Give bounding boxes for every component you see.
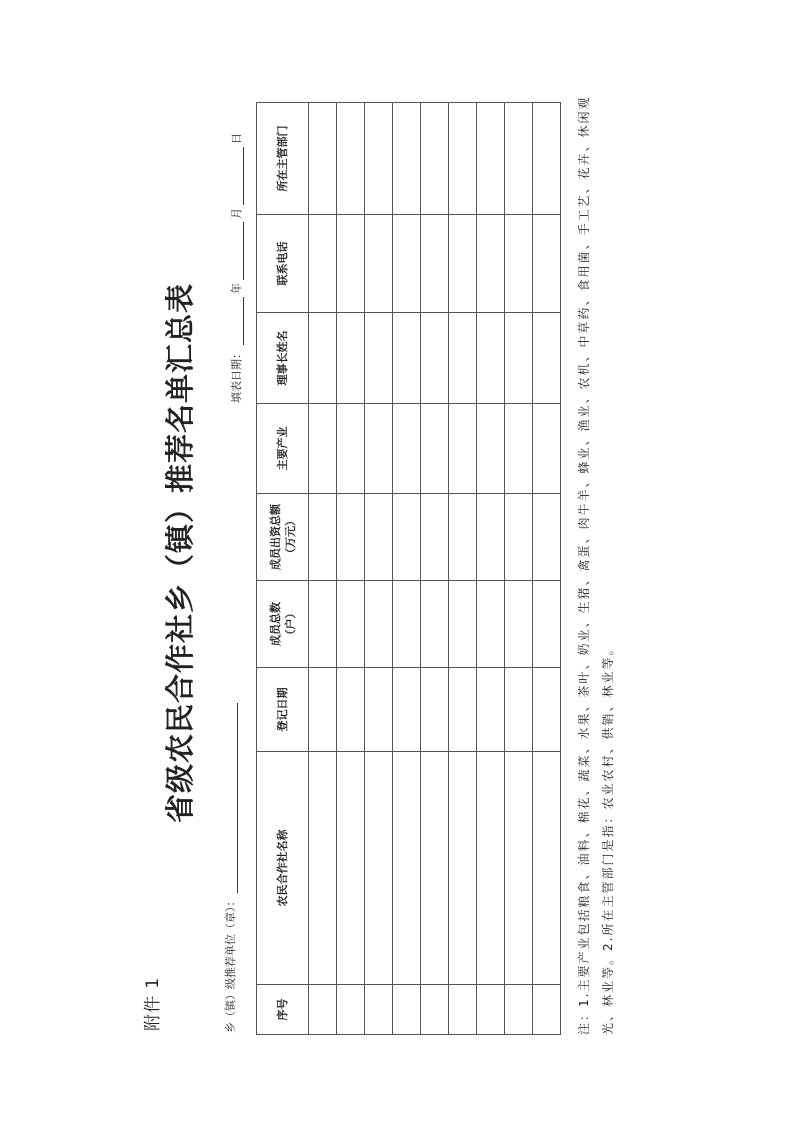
table-cell[interactable] — [449, 313, 477, 404]
table-cell[interactable] — [505, 215, 533, 313]
recommender-blank — [226, 704, 238, 894]
table-cell[interactable] — [337, 103, 365, 215]
table-cell[interactable] — [337, 494, 365, 581]
day-blank — [232, 147, 244, 205]
table-cell[interactable] — [337, 215, 365, 313]
footnotes: 注：1.主要产业包括粮食、油料、棉花、蔬菜、水果、茶叶、奶业、生猪、禽蛋、肉牛羊、蜂业、渔业、农机、中草药、食用菌、手工艺、花卉、休闲观光、林业等。2.所在主管部门是指：农业农村、供销、林业等。 — [577, 95, 615, 1035]
table-cell[interactable] — [337, 668, 365, 752]
column-header: 主要产业 — [257, 404, 309, 494]
table-header-row — [257, 103, 309, 1035]
table-cell[interactable] — [421, 668, 449, 752]
table-cell[interactable] — [337, 985, 365, 1035]
table-cell[interactable] — [533, 985, 561, 1035]
table-row — [337, 103, 365, 1035]
table-cell[interactable] — [393, 215, 421, 313]
month-label: 月 — [230, 208, 243, 219]
table-body — [309, 103, 561, 1035]
table-cell[interactable] — [421, 752, 449, 985]
table-cell[interactable] — [505, 668, 533, 752]
table-row — [393, 103, 421, 1035]
table-cell[interactable] — [533, 752, 561, 985]
table-cell[interactable] — [365, 103, 393, 215]
column-header: 农民合作社名称 — [257, 752, 309, 985]
table-cell[interactable] — [365, 313, 393, 404]
table-cell[interactable] — [505, 404, 533, 494]
table-cell[interactable] — [533, 215, 561, 313]
table-cell[interactable] — [449, 103, 477, 215]
table-cell[interactable] — [533, 668, 561, 752]
table-cell[interactable] — [309, 103, 337, 215]
year-label: 年 — [230, 283, 243, 294]
day-label: 日 — [230, 133, 243, 144]
table-cell[interactable] — [393, 985, 421, 1035]
table-cell[interactable] — [449, 215, 477, 313]
year-blank — [232, 297, 244, 345]
table-cell[interactable] — [309, 581, 337, 668]
column-header: 所在主管部门 — [257, 103, 309, 215]
table-cell[interactable] — [309, 985, 337, 1035]
table-cell[interactable] — [477, 985, 505, 1035]
table-cell[interactable] — [477, 581, 505, 668]
table-cell[interactable] — [505, 313, 533, 404]
table-row — [505, 103, 533, 1035]
table-cell[interactable] — [449, 581, 477, 668]
table-cell[interactable] — [505, 985, 533, 1035]
table-cell[interactable] — [449, 668, 477, 752]
page-title: 省级农民合作社乡（镇）推荐名单汇总表 — [163, 282, 197, 823]
table-cell[interactable] — [505, 494, 533, 581]
table-row — [533, 103, 561, 1035]
table-cell[interactable] — [477, 215, 505, 313]
table-cell[interactable] — [533, 494, 561, 581]
table-cell[interactable] — [365, 985, 393, 1035]
table-cell[interactable] — [421, 581, 449, 668]
recommender-label: 乡（镇）级推荐单位（章）： — [224, 895, 237, 1033]
table-cell[interactable] — [477, 494, 505, 581]
table-cell[interactable] — [393, 752, 421, 985]
table-cell[interactable] — [393, 313, 421, 404]
table-cell[interactable] — [365, 668, 393, 752]
table-cell[interactable] — [533, 103, 561, 215]
table-cell[interactable] — [309, 404, 337, 494]
column-header: 理事长姓名 — [257, 313, 309, 404]
recommendation-table — [256, 102, 561, 1035]
table-cell[interactable] — [393, 404, 421, 494]
table-cell[interactable] — [477, 103, 505, 215]
table-cell[interactable] — [421, 313, 449, 404]
column-header: 成员总数 （户） — [257, 581, 309, 668]
month-blank — [232, 222, 244, 280]
table-cell[interactable] — [449, 752, 477, 985]
table-row — [365, 103, 393, 1035]
table-row — [309, 103, 337, 1035]
table-cell[interactable] — [505, 103, 533, 215]
column-header: 成员出资总额 （万元） — [257, 494, 309, 581]
table-cell[interactable] — [393, 103, 421, 215]
table-cell[interactable] — [421, 404, 449, 494]
table-row — [449, 103, 477, 1035]
table-cell[interactable] — [449, 404, 477, 494]
table-cell[interactable] — [309, 313, 337, 404]
fill-date-label: 填表日期： — [230, 348, 243, 403]
table-cell[interactable] — [393, 668, 421, 752]
table-cell[interactable] — [337, 404, 365, 494]
table-cell[interactable] — [477, 313, 505, 404]
table-cell[interactable] — [365, 404, 393, 494]
table-cell[interactable] — [477, 752, 505, 985]
table-cell[interactable] — [449, 985, 477, 1035]
attachment-label: 附件 1 — [143, 976, 163, 1031]
column-header: 登记日期 — [257, 668, 309, 752]
column-header: 联系电话 — [257, 215, 309, 313]
table-cell[interactable] — [533, 313, 561, 404]
table-cell[interactable] — [337, 581, 365, 668]
table-cell[interactable] — [393, 494, 421, 581]
table-cell[interactable] — [309, 668, 337, 752]
table-cell[interactable] — [533, 404, 561, 494]
table-cell[interactable] — [365, 581, 393, 668]
table-cell[interactable] — [505, 581, 533, 668]
fill-date-field — [228, 133, 244, 403]
table-row — [477, 103, 505, 1035]
column-header: 序号 — [257, 985, 309, 1035]
table-cell[interactable] — [421, 494, 449, 581]
table-cell[interactable] — [365, 494, 393, 581]
table-cell[interactable] — [365, 752, 393, 985]
table-cell[interactable] — [309, 752, 337, 985]
table-cell[interactable] — [421, 103, 449, 215]
table-cell[interactable] — [477, 404, 505, 494]
table-cell[interactable] — [337, 752, 365, 985]
table-cell[interactable] — [309, 215, 337, 313]
table-cell[interactable] — [365, 215, 393, 313]
table-row — [421, 103, 449, 1035]
table-cell[interactable] — [505, 752, 533, 985]
table-cell[interactable] — [309, 494, 337, 581]
table-cell[interactable] — [393, 581, 421, 668]
table-cell[interactable] — [477, 668, 505, 752]
table-cell[interactable] — [421, 985, 449, 1035]
table-cell[interactable] — [449, 494, 477, 581]
table-cell[interactable] — [533, 581, 561, 668]
table-cell[interactable] — [337, 313, 365, 404]
recommender-field — [222, 704, 238, 1034]
table-cell[interactable] — [421, 215, 449, 313]
